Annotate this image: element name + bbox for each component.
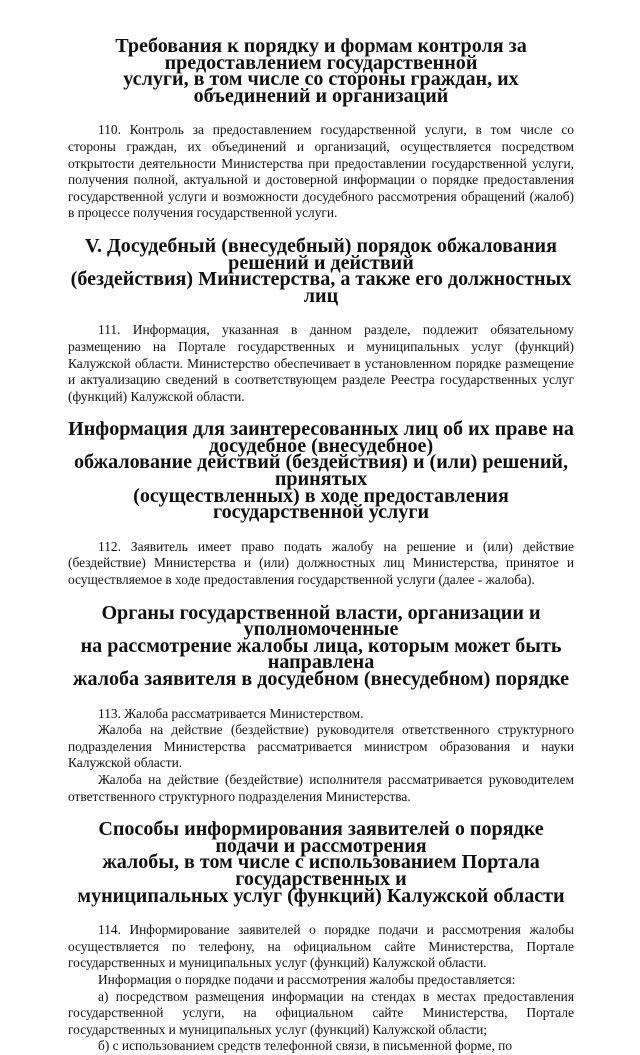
paragraph-110: 110. Контроль за предоставлением государственной услуги, в том числе со стороны граждан, их объединений и организаций, осуществляется посредством открытости деятельности Министерства при предоставлении государственной услуги, получения полной, актуальной и достоверной информации о порядке предоставления государственной услуги и возможности досудебного рассмотрения обращений (жалоб) в процессе получения государственной услуги. [68,122,574,221]
section-heading-rights: Информация для заинтересованных лиц об их праве на досудебное (внесудебное) обжалование действий (бездействия) и (или) решений, принятых (осуществленных) в ходе предоставления государственной услуги [68,418,574,524]
paragraph-114-info: Информация о порядке подачи и рассмотрения жалобы предоставляется: [98,971,516,987]
document-page [68,35,574,1055]
paragraph-112: 112. Заявитель имеет право подать жалобу на решение и (или) действие (бездействие) Министерства и (или) должностных лиц Министерства, принятое и осуществляемое в ходе предоставления государственной услуги (далее - жалоба). [68,538,574,588]
paragraph-113-executor: Жалоба на действие (бездействие) исполнителя рассматривается руководителем ответственного структурного подразделения Министерства. [68,771,574,804]
paragraph-114: 114. Информирование заявителей о порядке подачи и рассмотрения жалобы осуществляется по телефону, на официальном сайте Министерства, Портале государственных и муниципальных услуг (функций) Калужской области. [68,922,574,971]
section-heading-authorities: Органы государственной власти, организации и уполномоченные на рассмотрение жалобы лица, которым может быть направлена жалоба заявителя в досудебном (внесудебном) порядке [72,601,570,690]
section-heading-control: Требования к порядку и формам контроля за предоставлением государственной услуги, в том числе со стороны граждан, их объединений и организаций [115,35,527,107]
paragraph-113-head: Жалоба на действие (бездействие) руководителя ответственного структурного подразделения Министерства рассматривается министром образования и науки Калужской области. [68,722,574,771]
paragraph-114-a: а) посредством размещения информации на стендах в местах предоставления государственной услуги, на официальном сайте Министерства, Портале государственных и муниципальных услуг (функций) Калужской области; [68,988,574,1037]
section-heading-informing: Способы информирования заявителей о порядке подачи и рассмотрения жалобы, в том числе с использованием Портала государственных и муниципальных услуг (функций) Калужской области [77,818,565,907]
paragraph-113: 113. Жалоба рассматривается Министерством. [98,705,364,721]
paragraph-111: 111. Информация, указанная в данном разделе, подлежит обязательному размещению на Портале государственных и муниципальных услуг (функций) Калужской области. Министерство обеспечивает в установленном порядке размещение и актуализацию сведений в соответствующем разделе Реестра государственных услуг (функций) Калужской области. [68,322,574,404]
section-heading-appeal: V. Досудебный (внесудебный) порядок обжалования решений и действий (бездействия) Министерства, а также его должностных лиц [70,234,572,307]
paragraph-114-b: б) с использованием средств телефонной связи, в письменной форме, по [98,1038,513,1054]
